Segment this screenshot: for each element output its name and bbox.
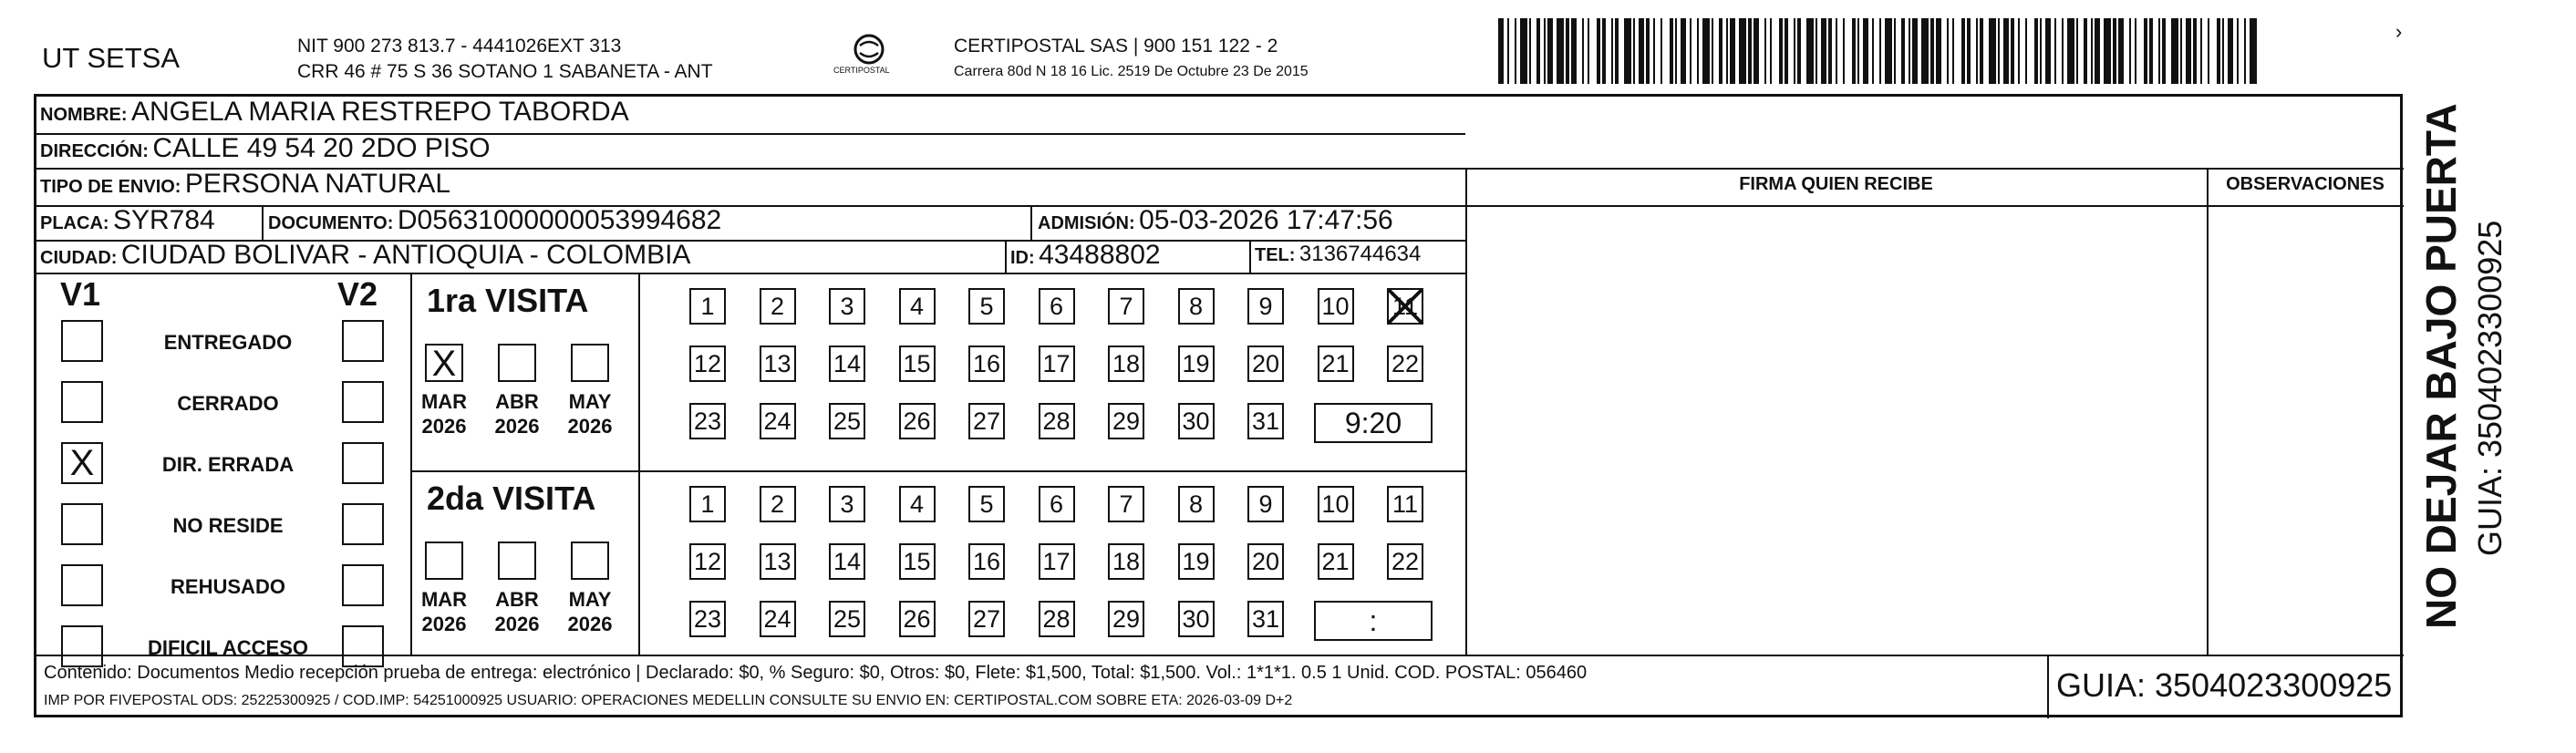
admision-label: ADMISIÓN: — [1038, 213, 1135, 233]
v2-checkbox-dificil-acceso[interactable] — [342, 625, 384, 667]
day-box-1-visit-1[interactable]: 1 — [689, 288, 726, 325]
day-box-22-visit-1[interactable]: 22 — [1387, 346, 1423, 382]
day-box-18-visit-1[interactable]: 18 — [1108, 346, 1144, 382]
day-box-26-visit-1[interactable]: 26 — [899, 403, 936, 439]
v2-checkbox-rehusado[interactable] — [342, 564, 384, 606]
day-box-4-visit-1[interactable]: 4 — [899, 288, 936, 325]
day-box-13-visit-2[interactable]: 13 — [760, 543, 796, 580]
month-checkbox-abr-1[interactable] — [498, 344, 536, 382]
day-box-30-visit-2[interactable]: 30 — [1178, 601, 1215, 637]
day-box-31-visit-1[interactable]: 31 — [1247, 403, 1284, 439]
day-box-8-visit-1[interactable]: 8 — [1178, 288, 1215, 325]
certipostal-line: CERTIPOSTAL SAS | 900 151 122 - 2 — [954, 36, 1278, 57]
tipo-row — [40, 169, 450, 200]
ciudad-field — [40, 240, 690, 271]
day-box-6-visit-1[interactable]: 6 — [1039, 288, 1075, 325]
day-box-24-visit-1[interactable]: 24 — [760, 403, 796, 439]
side-guia: GUIA: 3504023300925 — [2471, 220, 2509, 556]
v1-checkbox-rehusado[interactable] — [61, 564, 103, 606]
day-box-12-visit-1[interactable]: 12 — [689, 346, 726, 382]
tipo-label: TIPO DE ENVIO: — [40, 177, 181, 197]
state-label-dir-errada: DIR. ERRADA — [161, 453, 295, 476]
day-box-28-visit-1[interactable]: 28 — [1039, 403, 1075, 439]
month-year: 2026 — [567, 613, 613, 635]
day-box-1-visit-2[interactable]: 1 — [689, 486, 726, 522]
day-box-13-visit-1[interactable]: 13 — [760, 346, 796, 382]
day-box-2-visit-1[interactable]: 2 — [760, 288, 796, 325]
day-box-18-visit-2[interactable]: 18 — [1108, 543, 1144, 580]
tel-value: 3136744634 — [1298, 242, 1422, 266]
id-label: ID: — [1010, 248, 1035, 268]
month-checkbox-mar-2[interactable] — [425, 542, 463, 580]
visit-title-2: 2da VISITA — [427, 480, 596, 517]
day-box-15-visit-2[interactable]: 15 — [899, 543, 936, 580]
day-box-20-visit-2[interactable]: 20 — [1247, 543, 1284, 580]
day-box-19-visit-2[interactable]: 19 — [1178, 543, 1215, 580]
month-checkbox-mar-1[interactable]: X — [425, 344, 463, 382]
month-year: 2026 — [567, 415, 613, 438]
day-box-22-visit-2[interactable]: 22 — [1387, 543, 1423, 580]
day-box-27-visit-1[interactable]: 27 — [968, 403, 1005, 439]
nombre-value: ANGELA MARIA RESTREPO TABORDA — [131, 97, 629, 127]
day-box-20-visit-1[interactable]: 20 — [1247, 346, 1284, 382]
time-box-visit-2[interactable]: : — [1314, 601, 1433, 641]
day-box-17-visit-1[interactable]: 17 — [1039, 346, 1075, 382]
day-box-12-visit-2[interactable]: 12 — [689, 543, 726, 580]
no-dejar-bajo-puerta: NO DEJAR BAJO PUERTA — [2417, 103, 2465, 629]
day-box-8-visit-2[interactable]: 8 — [1178, 486, 1215, 522]
firma-header: FIRMA QUIEN RECIBE — [1739, 174, 1933, 194]
license-line: Carrera 80d N 18 16 Lic. 2519 De Octubre 23 De 2015 — [954, 64, 1309, 79]
footer-guia: GUIA: 3504023300925 — [2056, 666, 2393, 704]
day-box-23-visit-2[interactable]: 23 — [689, 601, 726, 637]
day-box-15-visit-1[interactable]: 15 — [899, 346, 936, 382]
month-label-mar-1 — [412, 389, 476, 438]
day-box-14-visit-2[interactable]: 14 — [829, 543, 865, 580]
day-box-9-visit-1[interactable]: 9 — [1247, 288, 1284, 325]
day-box-3-visit-1[interactable]: 3 — [829, 288, 865, 325]
footer-contenido: Contenido: Documentos Medio recepción prueba de entrega: electrónico | Declarado: $0, % Seguro: $0, Otros: $0, Flete: $1,500, Total: $1,500. Vol.: 1*1*1. 0.5 1 Unid. COD. POSTAL: 056460 — [44, 663, 1588, 683]
placa-field — [40, 205, 215, 236]
state-label-no-reside: NO RESIDE — [172, 514, 284, 537]
day-box-27-visit-2[interactable]: 27 — [968, 601, 1005, 637]
documento-value: D05631000000053994682 — [397, 205, 722, 235]
day-box-24-visit-2[interactable]: 24 — [760, 601, 796, 637]
day-box-19-visit-1[interactable]: 19 — [1178, 346, 1215, 382]
month-name: MAR — [420, 588, 468, 611]
shipping-form — [34, 94, 2403, 717]
v2-checkbox-no-reside[interactable] — [342, 503, 384, 545]
month-label-abr-2 — [485, 587, 549, 636]
day-box-7-visit-1[interactable]: 7 — [1108, 288, 1144, 325]
direccion-row — [40, 133, 491, 164]
direccion-label: DIRECCIÓN: — [40, 141, 149, 161]
v1-checkbox-cerrado[interactable] — [61, 381, 103, 423]
v2-checkbox-entregado[interactable] — [342, 320, 384, 362]
day-box-31-visit-2[interactable]: 31 — [1247, 601, 1284, 637]
id-value: 43488802 — [1039, 240, 1161, 270]
month-checkbox-may-1[interactable] — [571, 344, 609, 382]
v1-checkbox-entregado[interactable] — [61, 320, 103, 362]
day-box-2-visit-2[interactable]: 2 — [760, 486, 796, 522]
day-box-21-visit-2[interactable]: 21 — [1318, 543, 1354, 580]
month-label-may-2 — [558, 587, 622, 636]
v2-header: V2 — [337, 275, 378, 313]
day-box-10-visit-2[interactable]: 10 — [1318, 486, 1354, 522]
state-label-entregado: ENTREGADO — [163, 331, 293, 354]
placa-label: PLACA: — [40, 213, 109, 233]
day-box-9-visit-2[interactable]: 9 — [1247, 486, 1284, 522]
tipo-value: PERSONA NATURAL — [184, 169, 451, 199]
v1-checkbox-dir-errada[interactable]: X — [61, 442, 103, 484]
observaciones-header: OBSERVACIONES — [2226, 174, 2385, 194]
day-box-11-visit-1[interactable]: 11 — [1387, 288, 1423, 325]
day-box-17-visit-2[interactable]: 17 — [1039, 543, 1075, 580]
admision-field — [1038, 205, 1393, 236]
month-name: MAY — [568, 390, 612, 413]
v1-checkbox-no-reside[interactable] — [61, 503, 103, 545]
documento-label: DOCUMENTO: — [268, 213, 394, 233]
nombre-row — [40, 97, 629, 128]
address-line: CRR 46 # 75 S 36 SOTANO 1 SABANETA - ANT — [297, 61, 713, 82]
day-box-26-visit-2[interactable]: 26 — [899, 601, 936, 637]
company-name: UT SETSA — [42, 42, 181, 74]
corner-mark: › — [2395, 20, 2403, 43]
direccion-value: CALLE 49 54 20 2DO PISO — [152, 133, 491, 163]
day-box-16-visit-1[interactable]: 16 — [968, 346, 1005, 382]
month-year: 2026 — [421, 613, 467, 635]
state-label-dificil-acceso: DIFICIL ACCESO — [147, 636, 308, 659]
ciudad-label: CIUDAD: — [40, 248, 118, 268]
day-box-6-visit-2[interactable]: 6 — [1039, 486, 1075, 522]
month-name: ABR — [495, 390, 539, 413]
time-box-visit-1[interactable]: 9:20 — [1314, 403, 1433, 443]
nombre-label: NOMBRE: — [40, 105, 128, 125]
day-box-29-visit-1[interactable]: 29 — [1108, 403, 1144, 439]
v1-header: V1 — [60, 275, 101, 313]
day-box-5-visit-1[interactable]: 5 — [968, 288, 1005, 325]
month-checkbox-abr-2[interactable] — [498, 542, 536, 580]
admision-value: 05-03-2026 17:47:56 — [1139, 205, 1393, 235]
documento-field — [268, 205, 721, 236]
state-label-cerrado: CERRADO — [177, 392, 279, 415]
nit-line: NIT 900 273 813.7 - 4441026EXT 313 — [297, 36, 622, 57]
day-box-11-visit-2[interactable]: 11 — [1387, 486, 1423, 522]
visit-title-1: 1ra VISITA — [427, 282, 589, 319]
day-box-28-visit-2[interactable]: 28 — [1039, 601, 1075, 637]
day-box-7-visit-2[interactable]: 7 — [1108, 486, 1144, 522]
day-box-16-visit-2[interactable]: 16 — [968, 543, 1005, 580]
day-box-29-visit-2[interactable]: 29 — [1108, 601, 1144, 637]
tel-label: TEL: — [1255, 245, 1296, 265]
placa-value: SYR784 — [113, 205, 215, 235]
id-field — [1010, 240, 1161, 271]
day-box-5-visit-2[interactable]: 5 — [968, 486, 1005, 522]
month-label-mar-2 — [412, 587, 476, 636]
day-box-25-visit-1[interactable]: 25 — [829, 403, 865, 439]
day-box-4-visit-2[interactable]: 4 — [899, 486, 936, 522]
month-year: 2026 — [494, 613, 540, 635]
month-year: 2026 — [494, 415, 540, 438]
month-name: MAR — [420, 390, 468, 413]
day-box-21-visit-1[interactable]: 21 — [1318, 346, 1354, 382]
month-label-abr-1 — [485, 389, 549, 438]
day-box-14-visit-1[interactable]: 14 — [829, 346, 865, 382]
month-year: 2026 — [421, 415, 467, 438]
state-label-rehusado: REHUSADO — [171, 575, 285, 598]
day-box-30-visit-1[interactable]: 30 — [1178, 403, 1215, 439]
footer-imp-line: IMP POR FIVEPOSTAL ODS: 25225300925 / COD.IMP: 54251000925 USUARIO: OPERACIONES MEDELLIN CONSULTE SU ENVIO EN: CERTIPOSTAL.COM SOBRE ETA: 2026-03-09 D+2 — [44, 693, 1293, 708]
certipostal-logo — [837, 33, 901, 84]
month-name: ABR — [495, 588, 539, 611]
barcode — [1498, 18, 2264, 84]
v1-checkbox-dificil-acceso[interactable] — [61, 625, 103, 667]
month-checkbox-may-2[interactable] — [571, 542, 609, 580]
day-box-25-visit-2[interactable]: 25 — [829, 601, 865, 637]
v2-checkbox-dir-errada[interactable] — [342, 442, 384, 484]
month-label-may-1 — [558, 389, 622, 438]
month-name: MAY — [568, 588, 612, 611]
day-box-23-visit-1[interactable]: 23 — [689, 403, 726, 439]
day-box-10-visit-1[interactable]: 10 — [1318, 288, 1354, 325]
tel-field — [1255, 242, 1421, 267]
v2-checkbox-cerrado[interactable] — [342, 381, 384, 423]
certipostal-logo-text: CERTIPOSTAL — [833, 66, 890, 75]
day-box-3-visit-2[interactable]: 3 — [829, 486, 865, 522]
ciudad-value: CIUDAD BOLIVAR - ANTIOQUIA - COLOMBIA — [120, 240, 691, 270]
